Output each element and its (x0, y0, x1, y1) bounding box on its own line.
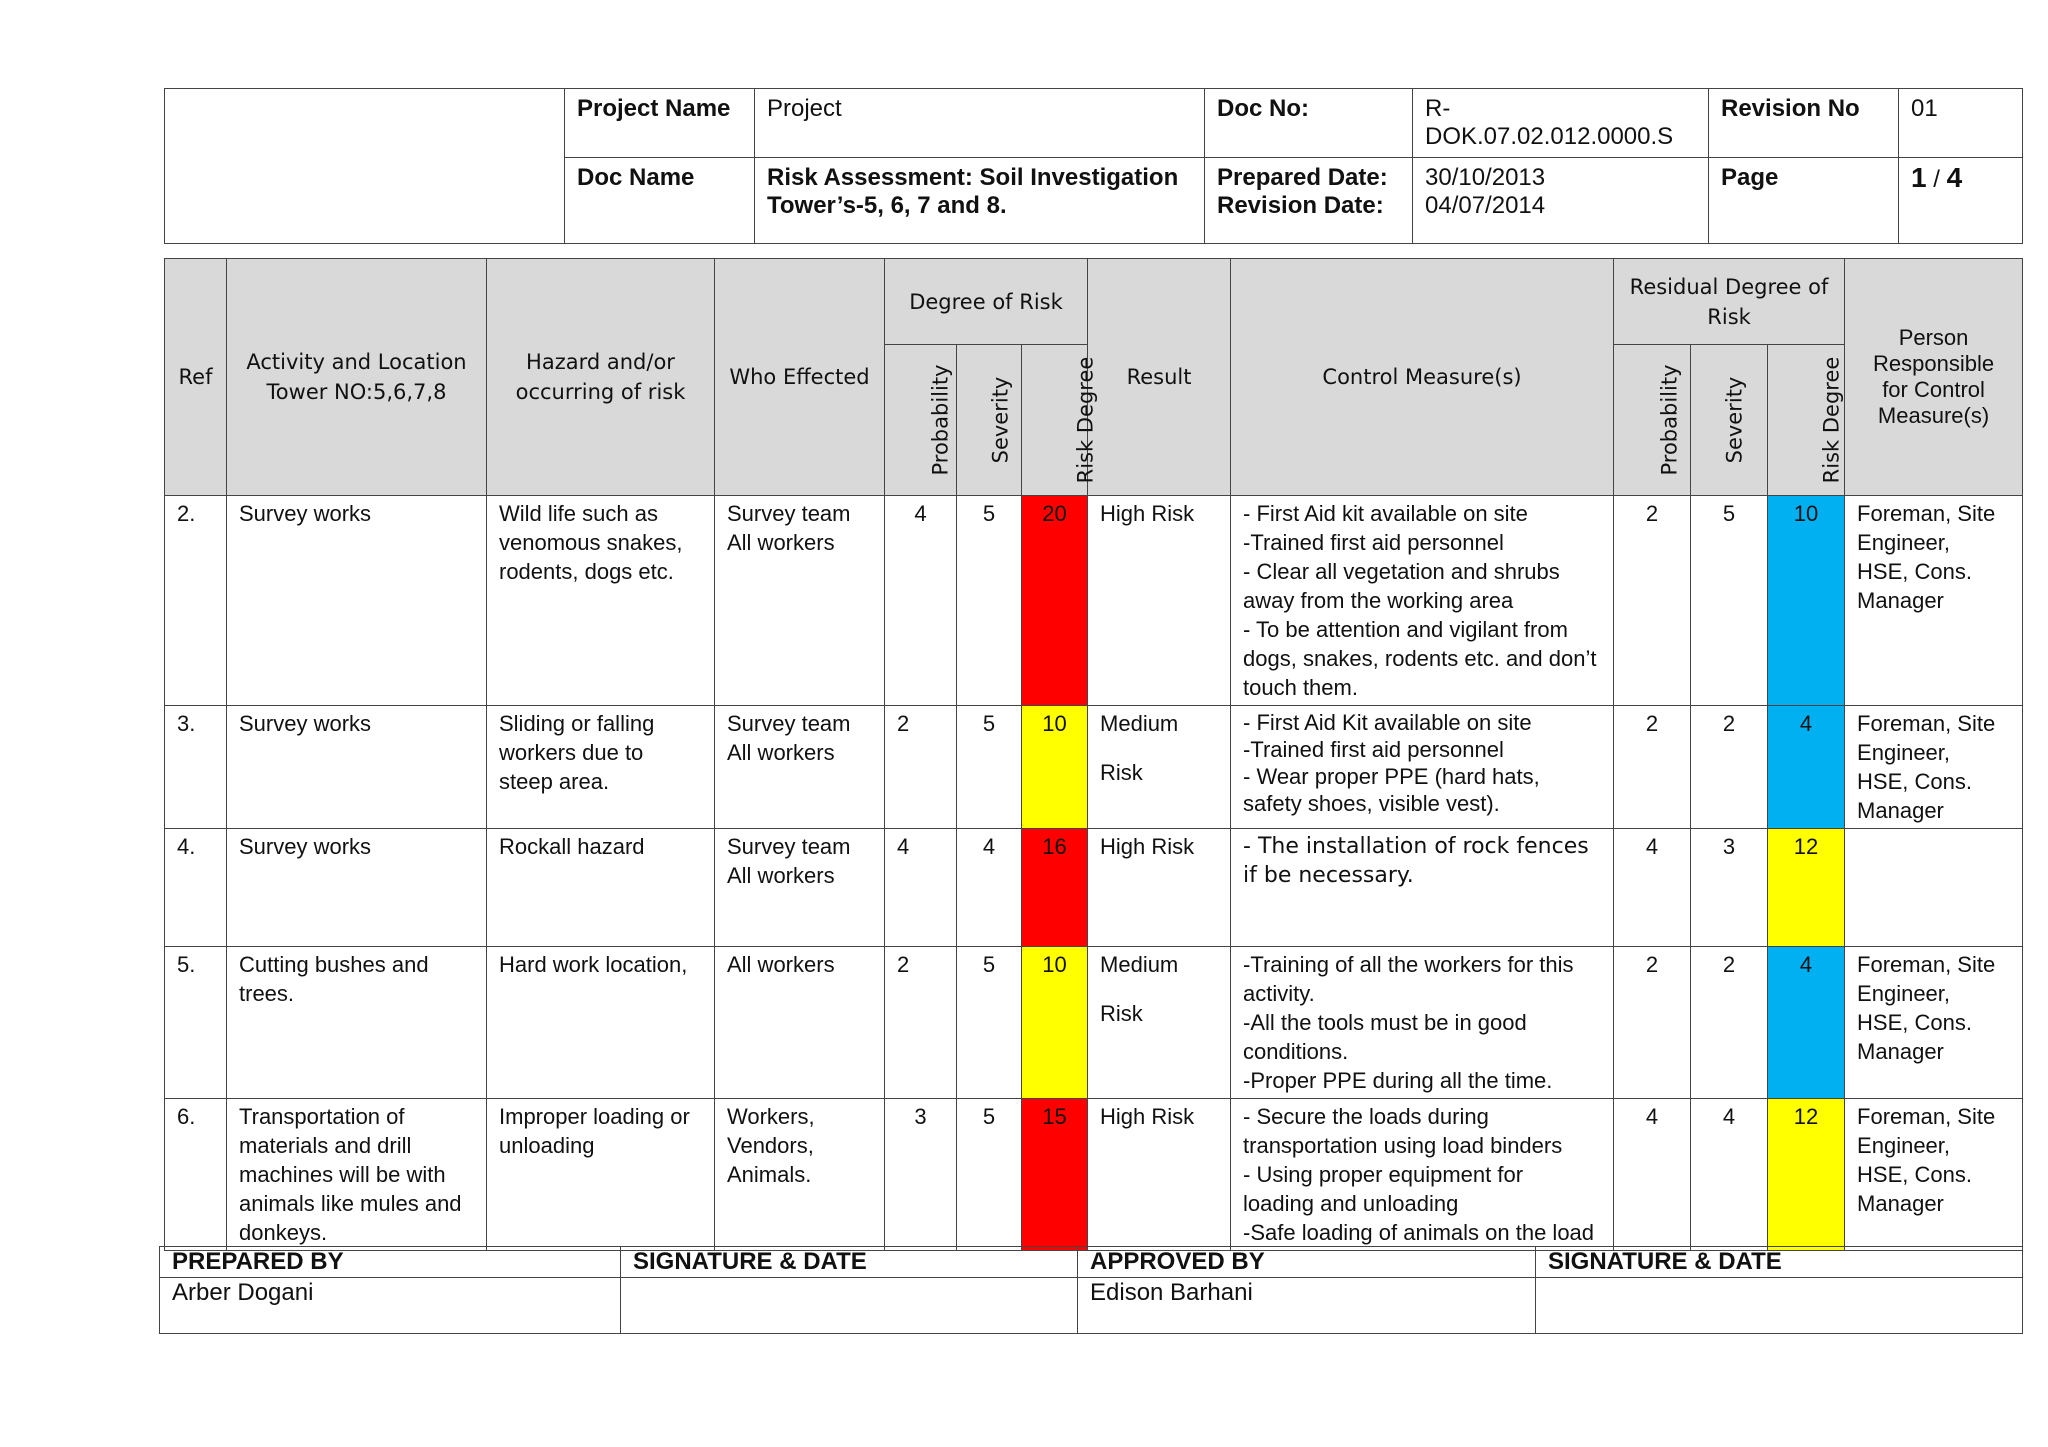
cell-hazard (487, 947, 715, 1099)
cell-activity (227, 829, 487, 947)
text-line: All workers (727, 952, 835, 977)
col-who: Who Effected (715, 259, 885, 496)
text-line: HSE, Cons. (1857, 559, 1972, 584)
text-line: -Trained first aid personnel (1243, 737, 1504, 762)
text-line: All workers (727, 863, 835, 888)
col-res-risk-degree-label: Risk Degree (1819, 356, 1844, 484)
cell-severity: 5 (957, 496, 1022, 706)
cell-who (715, 947, 885, 1099)
cell-who (715, 496, 885, 706)
text-line: Wild life such as (499, 501, 658, 526)
col-res-risk-degree (1768, 345, 1845, 496)
text-line: -Training of all the workers for this (1243, 952, 1574, 977)
col-person-line: Measure(s) (1877, 403, 1990, 428)
prepared-date-label: Prepared Date: (1217, 164, 1388, 191)
text-line: Survey team (727, 501, 851, 526)
col-res-severity-label: Severity (1722, 376, 1747, 464)
signoff-table (159, 1246, 2023, 1334)
cell-activity (227, 1099, 487, 1251)
signature-date-label: SIGNATURE & DATE (1536, 1247, 2023, 1278)
table-row (165, 947, 2023, 1099)
text-line: materials and drill (239, 1133, 412, 1158)
table-row (165, 1099, 2023, 1251)
cell-person (1845, 829, 2023, 947)
col-person (1845, 259, 2023, 496)
cell-ref: 5. (165, 947, 227, 1099)
cell-res-risk-degree: 12 (1768, 829, 1845, 947)
table-row (165, 829, 2023, 947)
text-line: Medium (1100, 711, 1179, 736)
cell-control (1231, 496, 1614, 706)
cell-person (1845, 706, 2023, 829)
text-line: Workers, (727, 1104, 815, 1129)
text-line: HSE, Cons. (1857, 1162, 1972, 1187)
cell-res-severity: 2 (1691, 706, 1768, 829)
text-line: All workers (727, 530, 835, 555)
col-control: Control Measure(s) (1231, 259, 1614, 496)
page-total: 4 (1946, 162, 1963, 193)
revision-no-value: 01 (1899, 89, 2023, 158)
revision-no-label: Revision No (1709, 89, 1899, 158)
text-line: away from the working area (1243, 588, 1514, 613)
cell-res-severity: 4 (1691, 1099, 1768, 1251)
text-line: Risk (1100, 760, 1143, 785)
cell-severity: 5 (957, 706, 1022, 829)
text-line: venomous snakes, (499, 530, 683, 555)
doc-no-label: Doc No: (1205, 89, 1413, 158)
text-line: Improper loading or (499, 1104, 690, 1129)
cell-hazard (487, 706, 715, 829)
text-line: HSE, Cons. (1857, 1010, 1972, 1035)
text-line: Foreman, Site (1857, 501, 1996, 526)
cell-person (1845, 1099, 2023, 1251)
logo-area (165, 89, 565, 244)
cell-severity: 4 (957, 829, 1022, 947)
text-line: loading and unloading (1243, 1191, 1459, 1216)
cell-res-severity: 2 (1691, 947, 1768, 1099)
cell-who (715, 829, 885, 947)
cell-hazard (487, 829, 715, 947)
cell-activity (227, 496, 487, 706)
text-line: if be necessary. (1243, 863, 1414, 888)
text-line: donkeys. (239, 1220, 328, 1245)
prepared-signature-field (621, 1278, 1078, 1334)
revision-date-value: 04/07/2014 (1425, 192, 1546, 219)
text-line: animals like mules and (239, 1191, 462, 1216)
text-line: Hard work location, (499, 952, 688, 977)
prepared-by-label: PREPARED BY (160, 1247, 621, 1278)
col-activity-line: Activity and Location (246, 350, 467, 374)
cell-result (1088, 1099, 1231, 1251)
risk-assessment-table (164, 258, 2023, 1251)
text-line: Risk (1100, 1001, 1143, 1026)
text-line: - The installation of rock fences (1243, 834, 1589, 859)
col-res-severity (1691, 345, 1768, 496)
cell-hazard (487, 1099, 715, 1251)
text-line: High Risk (1100, 1104, 1195, 1129)
col-activity-line: Tower NO:5,6,7,8 (266, 380, 447, 404)
text-line: workers due to (499, 740, 644, 765)
text-line: - To be attention and vigilant from (1243, 617, 1568, 642)
col-hazard-line: occurring of risk (515, 380, 686, 404)
text-line: - Wear proper PPE (hard hats, (1243, 764, 1540, 789)
text-line: Foreman, Site (1857, 952, 1996, 977)
cell-severity: 5 (957, 1099, 1022, 1251)
cell-res-probability: 2 (1614, 947, 1691, 1099)
text-line: Transportation of (239, 1104, 405, 1129)
col-residual-line: Risk (1707, 304, 1751, 329)
text-line: Foreman, Site (1857, 1104, 1996, 1129)
cell-res-probability: 2 (1614, 496, 1691, 706)
cell-ref: 2. (165, 496, 227, 706)
date-labels (1205, 158, 1413, 244)
cell-res-probability: 4 (1614, 829, 1691, 947)
cell-risk-degree: 10 (1022, 947, 1088, 1099)
cell-severity: 5 (957, 947, 1022, 1099)
text-line: safety shoes, visible vest). (1243, 791, 1500, 816)
col-severity-label: Severity (988, 376, 1013, 464)
text-line: machines will be with (239, 1162, 446, 1187)
text-line: steep area. (499, 769, 610, 794)
col-person-line: for Control (1882, 377, 1985, 402)
col-result: Result (1088, 259, 1231, 496)
table-row (165, 706, 2023, 829)
text-line: -Safe loading of animals on the load (1243, 1220, 1595, 1245)
text-line: Vendors, (727, 1133, 814, 1158)
cell-control (1231, 706, 1614, 829)
col-residual-line: Residual Degree of (1629, 274, 1829, 299)
text-line: All workers (727, 740, 835, 765)
cell-result (1088, 706, 1231, 829)
cell-control (1231, 947, 1614, 1099)
col-residual (1614, 259, 1845, 345)
cell-res-risk-degree: 10 (1768, 496, 1845, 706)
text-line: Survey team (727, 711, 851, 736)
text-line: conditions. (1243, 1039, 1349, 1064)
revision-date-label: Revision Date: (1217, 192, 1384, 219)
cell-result (1088, 829, 1231, 947)
col-res-probability-label: Probability (1657, 364, 1682, 476)
cell-who (715, 1099, 885, 1251)
text-line: Rockall hazard (499, 834, 645, 859)
cell-risk-degree: 20 (1022, 496, 1088, 706)
cell-ref: 3. (165, 706, 227, 829)
document-header (164, 88, 2023, 244)
text-line: Sliding or falling (499, 711, 655, 736)
text-line: Foreman, Site (1857, 711, 1996, 736)
cell-ref: 6. (165, 1099, 227, 1251)
doc-name-label: Doc Name (565, 158, 755, 244)
table-row (165, 496, 2023, 706)
page-number (1899, 158, 2023, 244)
text-line: trees. (239, 981, 295, 1006)
text-line: Survey works (239, 834, 372, 859)
cell-hazard (487, 496, 715, 706)
cell-who (715, 706, 885, 829)
text-line: touch them. (1243, 675, 1358, 700)
text-line: High Risk (1100, 834, 1195, 859)
cell-res-risk-degree: 4 (1768, 706, 1845, 829)
text-line: Survey works (239, 501, 372, 526)
col-person-line: Responsible (1873, 351, 1995, 376)
col-risk-degree (1022, 345, 1098, 496)
cell-control (1231, 1099, 1614, 1251)
text-line: Engineer, (1857, 981, 1951, 1006)
cell-person (1845, 496, 2023, 706)
col-hazard-line: Hazard and/or (526, 350, 675, 374)
text-line: transportation using load binders (1243, 1133, 1563, 1158)
col-hazard (487, 259, 715, 496)
text-line: Cutting bushes and (239, 952, 429, 977)
cell-res-risk-degree: 12 (1768, 1099, 1845, 1251)
text-line: rodents, dogs etc. (499, 559, 674, 584)
doc-name-value (755, 158, 1205, 244)
text-line: HSE, Cons. (1857, 769, 1972, 794)
col-probability-label: Probability (928, 364, 953, 476)
cell-probability: 2 (885, 706, 957, 829)
text-line: High Risk (1100, 501, 1195, 526)
text-line: Manager (1857, 588, 1944, 613)
text-line: -Proper PPE during all the time. (1243, 1068, 1553, 1093)
cell-ref: 4. (165, 829, 227, 947)
cell-res-severity: 3 (1691, 829, 1768, 947)
project-name-value: Project (755, 89, 1205, 158)
text-line: Survey team (727, 834, 851, 859)
cell-risk-degree: 16 (1022, 829, 1088, 947)
page-separator: / (1926, 166, 1947, 193)
doc-name-line: Risk Assessment: Soil Investigation (767, 164, 1179, 191)
text-line: dogs, snakes, rodents etc. and don’t (1243, 646, 1597, 671)
text-line: Engineer, (1857, 530, 1951, 555)
cell-activity (227, 947, 487, 1099)
cell-risk-degree: 10 (1022, 706, 1088, 829)
text-line: Medium (1100, 952, 1179, 977)
cell-activity (227, 706, 487, 829)
page-current: 1 (1911, 162, 1927, 193)
prepared-by-value: Arber Dogani (160, 1278, 621, 1334)
text-line: unloading (499, 1133, 595, 1158)
text-line: Survey works (239, 711, 372, 736)
cell-res-risk-degree: 4 (1768, 947, 1845, 1099)
cell-control (1231, 829, 1614, 947)
text-line: Engineer, (1857, 740, 1951, 765)
date-values (1413, 158, 1709, 244)
cell-probability: 4 (885, 829, 957, 947)
prepared-date-value: 30/10/2013 (1425, 164, 1546, 191)
project-name-label: Project Name (565, 89, 755, 158)
cell-res-probability: 4 (1614, 1099, 1691, 1251)
text-line: - First Aid kit available on site (1243, 501, 1528, 526)
approved-by-value: Edison Barhani (1078, 1278, 1536, 1334)
col-person-line: Person (1898, 325, 1969, 350)
approved-by-label: APPROVED BY (1078, 1247, 1536, 1278)
text-line: Manager (1857, 798, 1944, 823)
cell-result (1088, 496, 1231, 706)
doc-no-value: R-DOK.07.02.012.0000.S (1413, 89, 1709, 158)
text-line: Manager (1857, 1039, 1944, 1064)
cell-person (1845, 947, 2023, 1099)
col-severity (957, 345, 1022, 496)
cell-result (1088, 947, 1231, 1099)
cell-risk-degree: 15 (1022, 1099, 1088, 1251)
text-line: - First Aid Kit available on site (1243, 710, 1532, 735)
text-line: activity. (1243, 981, 1315, 1006)
text-line: Manager (1857, 1191, 1944, 1216)
text-line: Animals. (727, 1162, 812, 1187)
text-line: - Clear all vegetation and shrubs (1243, 559, 1560, 584)
cell-res-severity: 5 (1691, 496, 1768, 706)
signature-date-label: SIGNATURE & DATE (621, 1247, 1078, 1278)
page-label: Page (1709, 158, 1899, 244)
text-line: - Using proper equipment for (1243, 1162, 1524, 1187)
text-line: Engineer, (1857, 1133, 1951, 1158)
cell-res-probability: 2 (1614, 706, 1691, 829)
cell-probability: 2 (885, 947, 957, 1099)
col-degree-of-risk: Degree of Risk (885, 259, 1088, 345)
col-ref: Ref (165, 259, 227, 496)
cell-probability: 3 (885, 1099, 957, 1251)
cell-probability: 4 (885, 496, 957, 706)
col-res-probability (1614, 345, 1691, 496)
text-line: -All the tools must be in good (1243, 1010, 1527, 1035)
text-line: -Trained first aid personnel (1243, 530, 1504, 555)
col-risk-degree-label: Risk Degree (1073, 356, 1098, 484)
approved-signature-field (1536, 1278, 2023, 1334)
col-activity (227, 259, 487, 496)
doc-name-line: Tower’s-5, 6, 7 and 8. (767, 192, 1007, 219)
text-line: - Secure the loads during (1243, 1104, 1489, 1129)
col-probability (885, 345, 957, 496)
